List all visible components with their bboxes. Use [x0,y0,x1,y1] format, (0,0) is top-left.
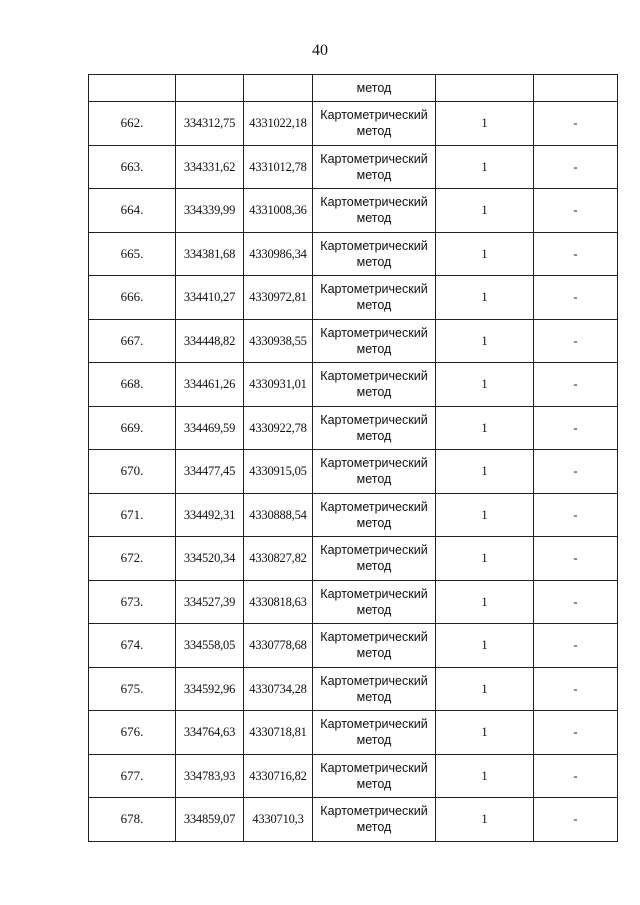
point-number-cell: 677. [89,754,176,798]
method-cell: Картометрический метод [313,102,436,146]
method-cell: Картометрический метод [313,711,436,755]
point-number-cell: 664. [89,189,176,233]
note-cell: - [534,276,618,320]
table-row [89,754,618,798]
point-number-cell: 668. [89,363,176,407]
continuation-cell-method: метод [313,75,436,102]
table-row [89,189,618,233]
table-row [89,624,618,668]
y-coordinate-cell: 4330718,81 [244,711,313,755]
error-cell: 1 [436,189,534,233]
method-cell: Картометрический метод [313,145,436,189]
x-coordinate-cell: 334558,05 [176,624,244,668]
point-number-cell: 676. [89,711,176,755]
x-coordinate-cell: 334859,07 [176,798,244,842]
error-cell: 1 [436,667,534,711]
table-row [89,493,618,537]
error-cell: 1 [436,580,534,624]
point-number-cell: 670. [89,450,176,494]
note-cell: - [534,667,618,711]
error-cell: 1 [436,711,534,755]
note-cell: - [534,798,618,842]
method-cell: Картометрический метод [313,276,436,320]
note-cell: - [534,145,618,189]
method-cell: Картометрический метод [313,624,436,668]
method-cell: Картометрический метод [313,189,436,233]
page-number: 40 [312,42,328,59]
table-row [89,145,618,189]
y-coordinate-cell: 4331012,78 [244,145,313,189]
y-coordinate-cell: 4330827,82 [244,537,313,581]
table-row [89,102,618,146]
x-coordinate-cell: 334783,93 [176,754,244,798]
table-row [89,798,618,842]
x-coordinate-cell: 334492,31 [176,493,244,537]
error-cell: 1 [436,145,534,189]
method-cell: Картометрический метод [313,798,436,842]
table-row [89,276,618,320]
y-coordinate-cell: 4330938,55 [244,319,313,363]
method-cell: Картометрический метод [313,450,436,494]
continuation-cell-y [244,75,313,102]
y-coordinate-cell: 4330778,68 [244,624,313,668]
error-cell: 1 [436,102,534,146]
error-cell: 1 [436,232,534,276]
note-cell: - [534,537,618,581]
table-row [89,406,618,450]
table-row [89,580,618,624]
x-coordinate-cell: 334410,27 [176,276,244,320]
note-cell: - [534,754,618,798]
error-cell: 1 [436,406,534,450]
method-cell: Картометрический метод [313,363,436,407]
note-cell: - [534,580,618,624]
note-cell: - [534,319,618,363]
point-number-cell: 662. [89,102,176,146]
table-row [89,363,618,407]
coordinates-table [88,74,618,842]
table-row [89,450,618,494]
x-coordinate-cell: 334520,34 [176,537,244,581]
x-coordinate-cell: 334339,99 [176,189,244,233]
point-number-cell: 678. [89,798,176,842]
point-number-cell: 667. [89,319,176,363]
error-cell: 1 [436,276,534,320]
method-cell: Картометрический метод [313,754,436,798]
y-coordinate-cell: 4330915,05 [244,450,313,494]
continuation-cell-note [534,75,618,102]
error-cell: 1 [436,450,534,494]
error-cell: 1 [436,754,534,798]
table-body [89,75,618,842]
x-coordinate-cell: 334381,68 [176,232,244,276]
continuation-cell-num [89,75,176,102]
error-cell: 1 [436,537,534,581]
method-cell: Картометрический метод [313,667,436,711]
point-number-cell: 673. [89,580,176,624]
point-number-cell: 671. [89,493,176,537]
note-cell: - [534,102,618,146]
continuation-row [89,75,618,102]
x-coordinate-cell: 334331,62 [176,145,244,189]
point-number-cell: 675. [89,667,176,711]
error-cell: 1 [436,798,534,842]
y-coordinate-cell: 4331008,36 [244,189,313,233]
y-coordinate-cell: 4330710,3 [244,798,313,842]
error-cell: 1 [436,624,534,668]
y-coordinate-cell: 4330716,82 [244,754,313,798]
error-cell: 1 [436,319,534,363]
table-row [89,232,618,276]
note-cell: - [534,624,618,668]
continuation-cell-error [436,75,534,102]
error-cell: 1 [436,493,534,537]
y-coordinate-cell: 4330734,28 [244,667,313,711]
method-cell: Картометрический метод [313,232,436,276]
x-coordinate-cell: 334527,39 [176,580,244,624]
point-number-cell: 663. [89,145,176,189]
table-row [89,319,618,363]
error-cell: 1 [436,363,534,407]
y-coordinate-cell: 4330818,63 [244,580,313,624]
method-cell: Картометрический метод [313,493,436,537]
note-cell: - [534,232,618,276]
point-number-cell: 665. [89,232,176,276]
x-coordinate-cell: 334477,45 [176,450,244,494]
note-cell: - [534,711,618,755]
y-coordinate-cell: 4331022,18 [244,102,313,146]
y-coordinate-cell: 4330888,54 [244,493,313,537]
y-coordinate-cell: 4330931,01 [244,363,313,407]
x-coordinate-cell: 334469,59 [176,406,244,450]
method-cell: Картометрический метод [313,580,436,624]
table-row [89,537,618,581]
x-coordinate-cell: 334312,75 [176,102,244,146]
note-cell: - [534,493,618,537]
x-coordinate-cell: 334764,63 [176,711,244,755]
note-cell: - [534,363,618,407]
point-number-cell: 674. [89,624,176,668]
y-coordinate-cell: 4330972,81 [244,276,313,320]
note-cell: - [534,189,618,233]
x-coordinate-cell: 334448,82 [176,319,244,363]
y-coordinate-cell: 4330922,78 [244,406,313,450]
table-row [89,711,618,755]
continuation-cell-x [176,75,244,102]
note-cell: - [534,406,618,450]
table-row [89,667,618,711]
x-coordinate-cell: 334592,96 [176,667,244,711]
method-cell: Картометрический метод [313,319,436,363]
x-coordinate-cell: 334461,26 [176,363,244,407]
method-cell: Картометрический метод [313,406,436,450]
note-cell: - [534,450,618,494]
y-coordinate-cell: 4330986,34 [244,232,313,276]
point-number-cell: 672. [89,537,176,581]
point-number-cell: 669. [89,406,176,450]
method-cell: Картометрический метод [313,537,436,581]
point-number-cell: 666. [89,276,176,320]
